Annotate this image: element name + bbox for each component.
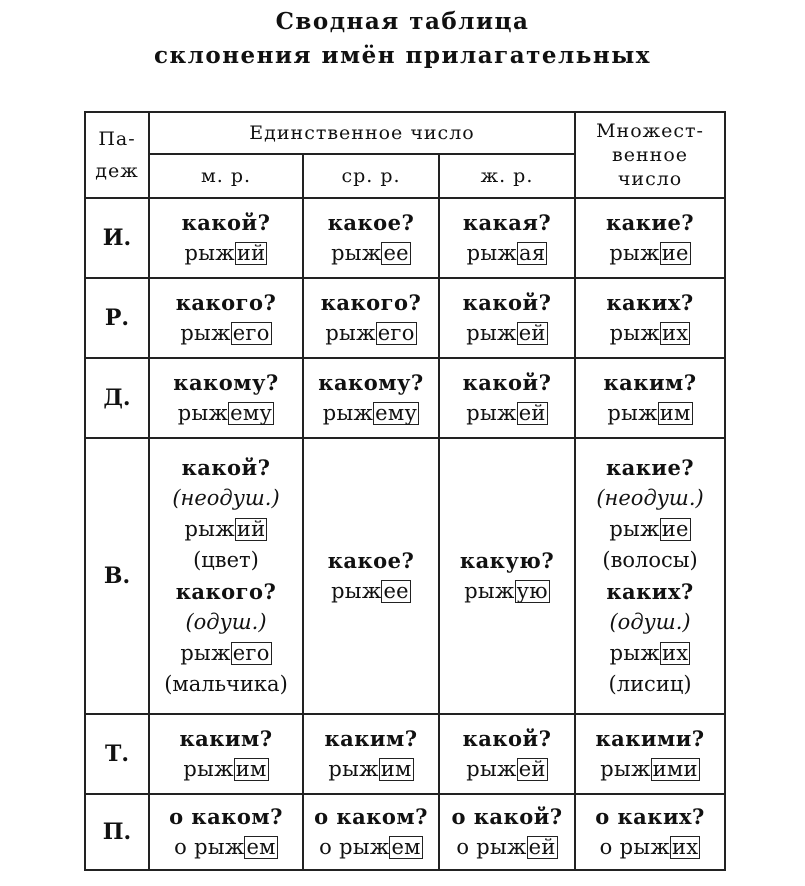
masc-header: м. р. <box>149 154 303 198</box>
cell-masc: какому? рыжему <box>149 358 303 438</box>
cell-plural: какие? (неодуш.) рыжие (волосы) каких? (одуш.) рыжих (лисиц) <box>575 438 725 714</box>
cell-neut: какого? рыжего <box>303 278 439 358</box>
cell-masc: какой? рыжий <box>149 198 303 278</box>
ending-box: ая <box>519 241 546 265</box>
case-header: Па- деж <box>85 112 149 198</box>
cell-plural: каких? рыжих <box>575 278 725 358</box>
title-line-2: склонения имён прилагательных <box>154 42 651 69</box>
ending-box: ие <box>661 517 689 541</box>
singular-header: Единственное число <box>149 112 575 154</box>
ending-box: ими <box>652 757 698 781</box>
ending-box: ей <box>518 401 546 425</box>
case-label: В. <box>85 438 149 714</box>
table-row <box>85 198 725 278</box>
cell-masc: какой? (неодуш.) рыжий (цвет) какого? (одуш.) рыжего (мальчика) <box>149 438 303 714</box>
neut-header: ср. р. <box>303 154 439 198</box>
ending-box: ий <box>236 517 266 541</box>
declension-table <box>84 111 726 871</box>
ending-box: им <box>659 401 691 425</box>
ending-box: ие <box>661 241 689 265</box>
ending-box: его <box>232 641 270 665</box>
ending-box: его <box>377 321 415 345</box>
ending-box: ему <box>375 401 418 425</box>
cell-neut: какому? рыжему <box>303 358 439 438</box>
ending-box: ем <box>246 835 276 859</box>
ending-box: ее <box>383 579 409 603</box>
cell-plural: какими? рыжими <box>575 714 725 794</box>
header-row <box>85 112 725 154</box>
ending-box: ей <box>518 321 546 345</box>
ending-box: им <box>235 757 267 781</box>
cell-masc: какого? рыжего <box>149 278 303 358</box>
ending-box: ем <box>391 835 421 859</box>
cell-fem: какая? рыжая <box>439 198 575 278</box>
ending-box: ему <box>230 401 273 425</box>
cell-fem: какой? рыжей <box>439 714 575 794</box>
plural-header: Множест- венное число <box>575 112 725 198</box>
ending-box: их <box>662 321 689 345</box>
case-label: Д. <box>85 358 149 438</box>
cell-masc: о каком? о рыжем <box>149 794 303 870</box>
table-row <box>85 438 725 714</box>
cell-plural: о каких? о рыжих <box>575 794 725 870</box>
cell-neut: каким? рыжим <box>303 714 439 794</box>
ending-box: ей <box>528 835 556 859</box>
cell-fem: какую? рыжую <box>439 438 575 714</box>
cell-plural: какие? рыжие <box>575 198 725 278</box>
table-row <box>85 714 725 794</box>
ending-box: ей <box>518 757 546 781</box>
table-row <box>85 278 725 358</box>
cell-fem: о какой? о рыжей <box>439 794 575 870</box>
cell-neut: какое? рыжее <box>303 438 439 714</box>
case-label: Т. <box>85 714 149 794</box>
fem-header: ж. р. <box>439 154 575 198</box>
ending-box: ую <box>516 579 548 603</box>
cell-fem: какой? рыжей <box>439 278 575 358</box>
ending-box: им <box>380 757 412 781</box>
ending-box: ее <box>383 241 409 265</box>
ending-box: ий <box>236 241 266 265</box>
table-row <box>85 358 725 438</box>
cell-plural: каким? рыжим <box>575 358 725 438</box>
cell-masc: каким? рыжим <box>149 714 303 794</box>
ending-box: их <box>662 641 689 665</box>
case-label: П. <box>85 794 149 870</box>
ending-box: его <box>232 321 270 345</box>
cell-neut: какое? рыжее <box>303 198 439 278</box>
table-row <box>85 794 725 870</box>
case-label: Р. <box>85 278 149 358</box>
cell-fem: какой? рыжей <box>439 358 575 438</box>
ending-box: их <box>671 835 699 859</box>
title-line-1: Сводная таблица <box>275 8 530 35</box>
case-label: И. <box>85 198 149 278</box>
cell-neut: о каком? о рыжем <box>303 794 439 870</box>
